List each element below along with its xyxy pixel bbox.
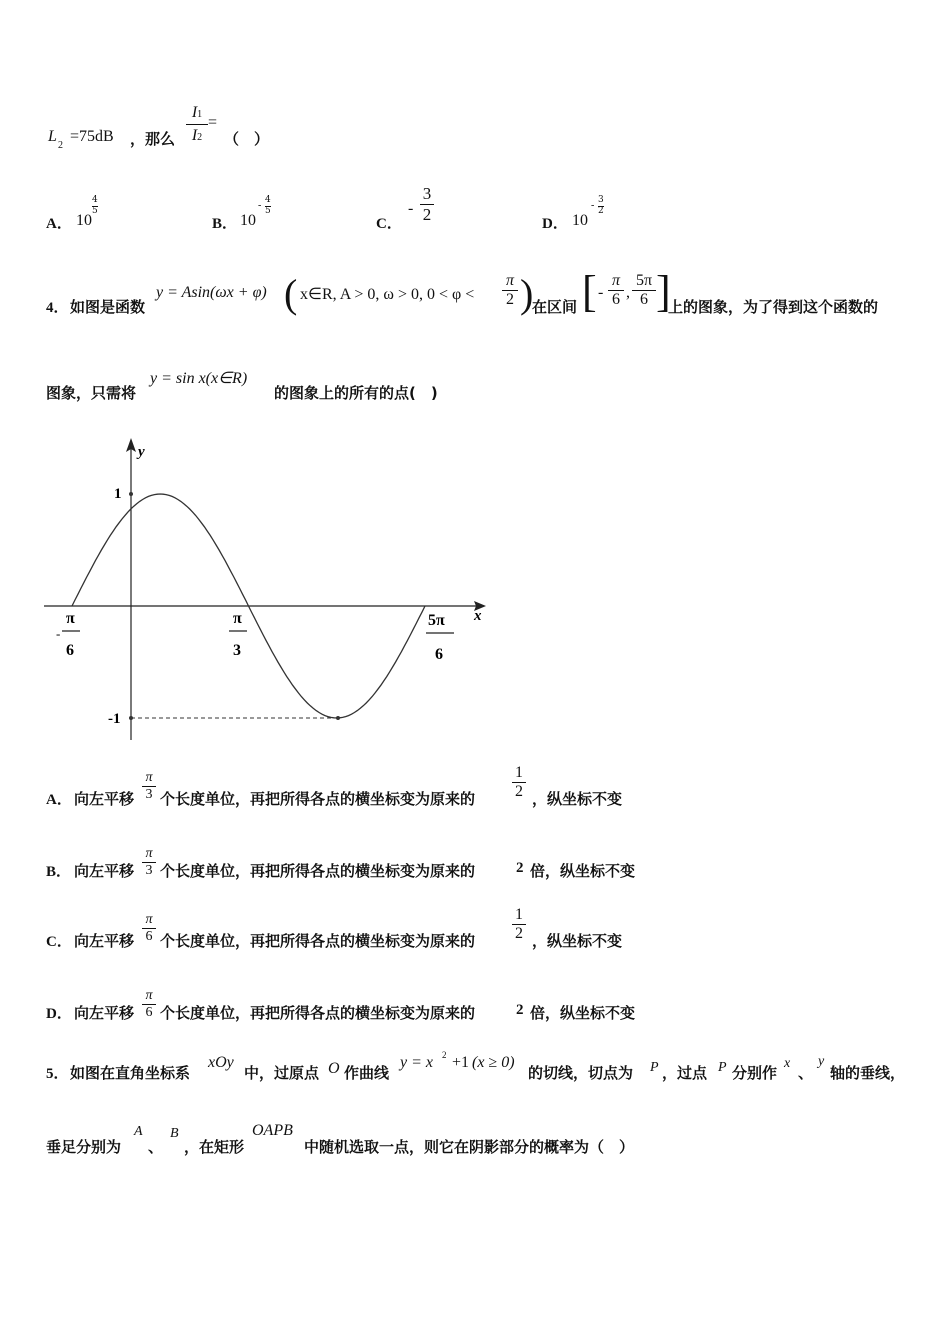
- frac-den: 2: [515, 925, 523, 943]
- min-point: [336, 716, 340, 720]
- q5-t2: 中，过原点: [244, 1064, 320, 1082]
- q4-option-a[interactable]: [46, 764, 746, 812]
- equals-sign: =: [208, 114, 218, 131]
- option-pre: 向左平移: [74, 862, 135, 880]
- l2-var: L: [48, 128, 57, 145]
- q5-l2-c: 中随机选取一点，则它在阴影部分的概率为（ ）: [304, 1138, 635, 1156]
- q5-l2-a: 垂足分别为: [46, 1138, 122, 1156]
- after-interval: 上的图象，为了得到这个函数的: [668, 298, 879, 316]
- option-label: B．: [212, 216, 238, 232]
- option-pre: 向左平移: [74, 1004, 135, 1022]
- frac-num: π: [142, 846, 156, 863]
- exp-num: 4: [92, 195, 98, 205]
- q5-t7: 轴的垂线，: [830, 1064, 906, 1082]
- answer-blank: （ ）: [224, 130, 270, 148]
- y-min-point: [129, 716, 133, 720]
- option-post: ，纵坐标不变: [532, 932, 623, 950]
- y-axis-label: y: [138, 444, 145, 460]
- y-max-label: 1: [114, 486, 122, 502]
- option-base: 10: [76, 212, 92, 229]
- option-sign: -: [408, 200, 414, 217]
- option-mid: 个长度单位，再把所得各点的横坐标变为原来的: [160, 790, 476, 808]
- exp-den: 5: [265, 205, 271, 216]
- q3-option-a[interactable]: [46, 196, 166, 236]
- curve-a: y = x: [400, 1054, 433, 1071]
- frac-num: 3: [420, 184, 434, 205]
- option-fraction: [420, 184, 434, 224]
- interval-text: 在区间: [532, 298, 578, 316]
- q4-stem-line1: [46, 268, 916, 322]
- frac-den: 2: [506, 290, 514, 308]
- option-exponent: [265, 196, 271, 217]
- y-min-label: -1: [108, 711, 121, 727]
- exp-sign: -: [591, 200, 595, 211]
- frac-num: π: [142, 988, 156, 1005]
- tick2-den: 3: [233, 642, 241, 659]
- question-number: 5．: [46, 1066, 69, 1082]
- ratio-num-sub: 1: [197, 109, 203, 120]
- frac-den: 6: [612, 290, 620, 308]
- option-label: B．: [46, 864, 72, 880]
- interval-open-bracket: [: [582, 267, 597, 316]
- option-post: ，纵坐标不变: [532, 790, 623, 808]
- option-label: C．: [376, 216, 402, 232]
- frac-num: π: [142, 912, 156, 929]
- q5-t4: 的切线，切点为: [528, 1064, 634, 1082]
- cond-close-paren: ): [520, 271, 534, 316]
- q5-p1: P: [650, 1060, 659, 1075]
- factor-fraction: [512, 764, 526, 802]
- q5-origin: O: [328, 1060, 340, 1077]
- exp-num: 4: [265, 195, 271, 205]
- frac-num: π: [142, 770, 156, 787]
- option-post: 倍，纵坐标不变: [530, 1004, 636, 1022]
- shift-fraction: [142, 912, 156, 945]
- shift-fraction: [142, 770, 156, 803]
- ratio-den-sub: 2: [197, 132, 203, 143]
- so-text: ，那么: [130, 130, 176, 148]
- option-exponent: [92, 196, 98, 217]
- sin-function: y = sin x(x∈R): [150, 370, 248, 387]
- tick3-num: 5π: [428, 612, 445, 629]
- frac-num: 5π: [632, 272, 656, 291]
- q5-x: x: [784, 1056, 791, 1071]
- ratio-den-var: I: [191, 127, 198, 144]
- q5-a: A: [134, 1124, 143, 1139]
- sine-graph: [0, 430, 520, 750]
- q5-sep: 、: [798, 1064, 814, 1082]
- factor-fraction: [512, 906, 526, 944]
- question-number: 4．: [46, 300, 69, 316]
- frac-den: 3: [145, 863, 153, 879]
- shift-fraction: [142, 988, 156, 1021]
- q3-option-c[interactable]: [376, 184, 496, 236]
- cond-fraction: [502, 272, 518, 308]
- q5-p2: P: [718, 1060, 727, 1075]
- q4-stem-line2: [46, 364, 546, 404]
- interval-comma: ,: [626, 284, 630, 301]
- frac-den: 2: [422, 204, 432, 224]
- frac-den: 6: [145, 1005, 153, 1021]
- curve-b: +1: [452, 1054, 470, 1071]
- exp-num: 3: [598, 195, 604, 205]
- interval-left-fraction: [608, 272, 624, 308]
- q3-option-b[interactable]: [212, 196, 332, 236]
- exp-den: 2: [598, 205, 604, 216]
- x-axis-label: x: [474, 608, 482, 624]
- intensity-ratio: [186, 102, 208, 145]
- tick1-num: π: [66, 610, 75, 627]
- option-label: C．: [46, 934, 72, 950]
- l2-sub: 2: [58, 140, 63, 151]
- exp-den: 5: [92, 205, 98, 216]
- factor-text: 2: [516, 1002, 524, 1018]
- option-pre: 向左平移: [74, 790, 135, 808]
- exp-sign: -: [258, 200, 262, 211]
- q5-stem-line2: [46, 1120, 746, 1160]
- interval-right-fraction: [632, 272, 656, 308]
- option-label: A．: [46, 216, 72, 232]
- q4-conditions: x∈R, A > 0, ω > 0, 0 < φ <: [300, 286, 475, 303]
- cond-open-paren: (: [284, 271, 298, 316]
- line2-a: 图象，只需将: [46, 384, 137, 402]
- l2-value: =75dB: [70, 128, 114, 145]
- frac-den: 6: [145, 929, 153, 945]
- q5-stem-line1: [46, 1048, 916, 1088]
- curve-exp: 2: [442, 1050, 447, 1060]
- q4-intro: 如图是函数: [70, 298, 146, 316]
- option-mid: 个长度单位，再把所得各点的横坐标变为原来的: [160, 862, 476, 880]
- frac-num: 1: [512, 906, 526, 925]
- q3-option-d[interactable]: [542, 196, 662, 236]
- interval-close-bracket: ]: [656, 267, 671, 316]
- q5-t5: ，过点: [662, 1064, 708, 1082]
- q5-l2-b: ，在矩形: [184, 1138, 245, 1156]
- q5-t6: 分别作: [732, 1064, 778, 1082]
- option-label: D．: [46, 1006, 72, 1022]
- q5-b: B: [170, 1126, 179, 1141]
- interval-left-sign: -: [598, 284, 604, 301]
- tick1-sign: -: [56, 626, 61, 641]
- ratio-num-var: I: [191, 104, 198, 121]
- frac-den: 6: [640, 290, 648, 308]
- frac-num: π: [502, 272, 518, 291]
- line2-b: 的图象上的所有的点( ): [274, 384, 438, 402]
- q5-y: y: [818, 1054, 825, 1069]
- factor-text: 2: [516, 860, 524, 876]
- q4-option-d[interactable]: [46, 988, 746, 1028]
- option-mid: 个长度单位，再把所得各点的横坐标变为原来的: [160, 932, 476, 950]
- option-label: A．: [46, 792, 72, 808]
- frac-num: 1: [512, 764, 526, 783]
- q5-xoy: xOy: [208, 1054, 234, 1071]
- frac-den: 3: [145, 787, 153, 803]
- option-base: 10: [240, 212, 256, 229]
- frac-num: π: [608, 272, 624, 291]
- q4-option-c[interactable]: [46, 906, 746, 954]
- curve-cond: (x ≥ 0): [472, 1054, 515, 1071]
- tick3-den: 6: [435, 646, 443, 663]
- q5-t3: 作曲线: [344, 1064, 390, 1082]
- frac-den: 2: [515, 783, 523, 801]
- q5-oapb: OAPB: [252, 1122, 293, 1139]
- q4-option-b[interactable]: [46, 846, 746, 886]
- q4-function: y = Asin(ωx + φ): [156, 284, 267, 301]
- q5-t1: 如图在直角坐标系: [70, 1064, 191, 1082]
- option-mid: 个长度单位，再把所得各点的横坐标变为原来的: [160, 1004, 476, 1022]
- y-max-point: [129, 492, 133, 496]
- option-pre: 向左平移: [74, 932, 135, 950]
- shift-fraction: [142, 846, 156, 879]
- option-base: 10: [572, 212, 588, 229]
- q5-sep2: 、: [148, 1138, 164, 1156]
- option-post: 倍，纵坐标不变: [530, 862, 636, 880]
- option-exponent: [598, 196, 604, 217]
- tick1-den: 6: [66, 642, 74, 659]
- tick2-num: π: [233, 610, 242, 627]
- option-label: D．: [542, 216, 568, 232]
